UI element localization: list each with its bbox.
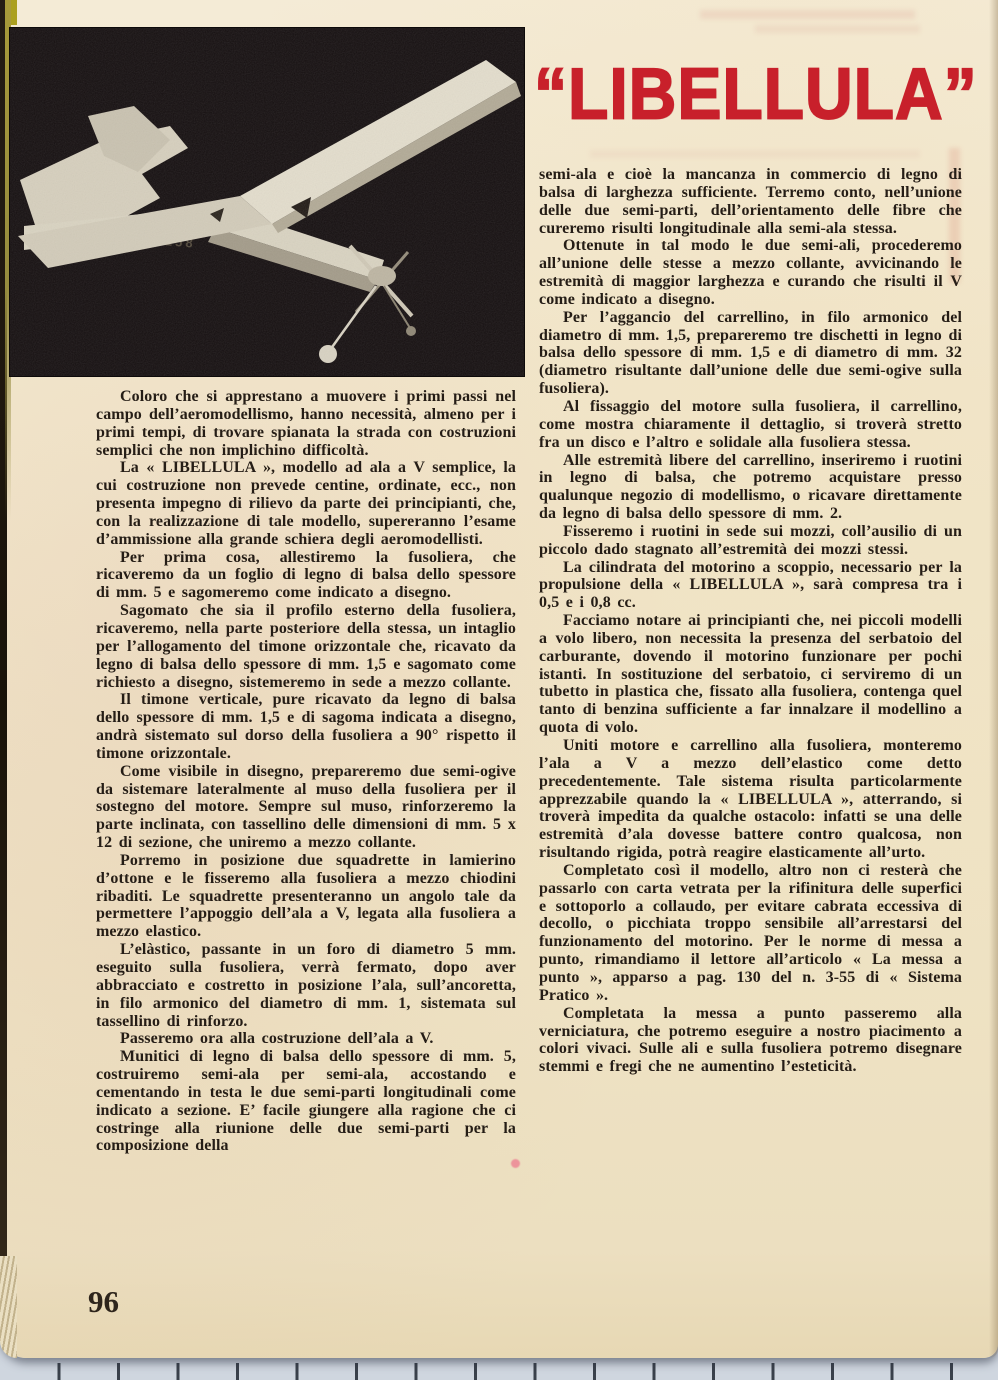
page-number: 96 (88, 1284, 119, 1319)
ink-bleed-artifact (755, 25, 920, 33)
paragraph: Fisseremo i ruotini in sede sui mozzi, coll’ausilio di un piccolo dado stagnato all’estremità dei mozzi stessi. (539, 522, 962, 558)
paragraph: Uniti motore e carrellino alla fusoliera, monteremo l’ala a V a mezzo dell’elastico come detto precedentemente. Tale sistema risulta particolarmente apprezzabile quando la « LIBELLULA », atterrando, si troverà impedita da qualche ostacolo: infatti se una delle estremità d’ala dovesse battere contro qualcosa, non risultando rigida, potrà reagire elasticamente all’urto. (539, 737, 962, 862)
ink-bleed-artifact (700, 10, 915, 19)
text-column-right (539, 166, 962, 1262)
paragraph: Come visibile in disegno, prepareremo due semi-ogive da sistemare lateralmente al muso della fusoliera per il sostegno del motore. Sempre sul muso, rinforzeremo la parte inclinata, con tassellino delle dimensioni di mm. 5 x 12 di sezione, che uniremo a mezzo collante. (96, 762, 516, 852)
model-airplane-illustration (10, 28, 524, 376)
stacked-page-edges (0, 1256, 17, 1358)
model-airplane-photo (10, 28, 524, 376)
paragraph: La « LIBELLULA », modello ad ala a V semplice, la cui costruzione non prevede centine, ordinate, ecc., non presenta impegno di rilievo da parte dei principianti, che, con la realizzazione di tale modello, supereranno l’esame d’ammissione alla grande schiera degli aeromodellisti. (96, 459, 516, 548)
paragraph: Sagomato che sia il profilo esterno della fusoliera, ricaveremo, nella parte posteriore della stessa, un intaglio per l’allogamento del timone orizzontale che, ricavato da legno di balsa dello spessore di mm. 1,5 e sagomato come richiesto a disegno, sistemeremo in sede a mezzo collante. (96, 602, 516, 691)
paragraph: Facciamo notare ai principianti che, nei piccoli modelli a volo libero, non necessita la presenza del serbatoio del carburante, dovendo il motorino funzionare per pochi istanti. In sostituzione del serbatoio, ci serviremo di un tubetto in plastica che, fissato alla fusoliera, contenga quel tanto di benzina sufficiente a far innalzare il modellino a quota di volo. (539, 612, 962, 737)
paragraph: semi-ala e cioè la mancanza in commercio di legno di balsa di larghezza sufficiente. Terremo conto, nell’unione delle due semi-parti, dell’orientamento delle fibre che cureremo risulti longitudinale alla semi-ala stessa. (539, 166, 962, 237)
text-column-left (96, 388, 516, 1260)
paragraph: Alle estremità libere del carrellino, inseriremo i ruotini in legno di balsa, che potremo acquistare presso qualunque negozio di modellismo, o ricavare direttamente da legno di balsa dello spessore di mm. 2. (539, 451, 962, 523)
paragraph: Passeremo ora alla costruzione dell’ala a V. (120, 1030, 434, 1048)
paragraph: Completato così il modello, altro non ci resterà che passarlo con carta vetrata per la rifinitura delle superfici e sottoporlo a collaudo, per evitare cabrata eccessiva di decollo, o picchiata troppo sensibile all’arrestarsi del funzionamento del motorino. Per le norme di messa a punto, rimandiamo il lettore all’articolo « La messa a punto », apparso a pag. 130 del n. 3-55 di « Sistema Pratico ». (539, 861, 962, 1004)
backdrop-ruler-ticks (1, 1363, 997, 1380)
paragraph: Ottenute in tal modo le due semi-ali, procederemo all’unione delle stesse a mezzo collante, avvicinando le estremità di maggior larghezza e curando che risulti il V come indicato a disegno. (539, 237, 962, 308)
page-right-edge-shade (989, 0, 998, 1358)
paragraph: Munitici di legno di balsa dello spessore di mm. 5, costruiremo semi-ala per semi-ala, accostando e cementando in testa le due semi-parti longitudinali come indicato a sezione. E’ facile giungere alla ragione che ci costringe alla riunione delle due semi-parti per la composizione della (96, 1048, 516, 1155)
paragraph: Per prima cosa, allestiremo la fusoliera, che ricaveremo da un foglio di legno di balsa dello spessore di mm. 5 e sagomeremo come indicato a disegno. (96, 548, 516, 602)
paragraph: Coloro che si apprestano a muovere i primi passi nel campo dell’aeromodellismo, hanno necessità, almeno per i primi tempi, di trovare spianata la strada con costruzioni semplici che non implichino difficoltà. (96, 388, 516, 459)
paragraph: L’elàstico, passante in un foro di diametro 5 mm. eseguito sulla fusoliera, verrà fermato, dopo aver abbracciato e costretto in posizione l’ala, sull’ancoretta, in filo armonico del diametro di mm. 1, sistemata sul tassellino di rinforzo. (96, 941, 516, 1030)
paragraph: La cilindrata del motorino a scoppio, necessario per la propulsione della « LIBELLULA », sarà compresa tra i 0,5 e i 0,8 cc. (539, 558, 962, 612)
paragraph: Per l’aggancio del carrellino, in filo armonico del diametro di mm. 1,5, prepareremo tre dischetti in legno di balsa dello spessore di mm. 1,5 e di diametro di mm. 32 (diametro risultante dall’unione delle due semi-ogive sulla fusoliera). (539, 308, 962, 398)
paragraph: Porremo in posizione due squadrette in lamierino d’ottone e le fisseremo alla fusoliera a mezzo chiodini ribaditi. Le squadrette presenteranno un angolo tale da permettere l’appoggio dell’ala a V, legata alla fusoliera a mezzo elastico. (96, 851, 516, 941)
paragraph: Il timone verticale, pure ricavato da legno di balsa dello spessore di mm. 1,5 e di sagoma indicata a disegno, andrà sistemato sul dorso della fusoliera a 90° rispetto il timone orizzontale. (96, 691, 516, 762)
photo-grain-overlay (10, 28, 524, 376)
paragraph: Completata la messa a punto passeremo alla verniciatura, che potremo eseguire a nostro piacimento a colori vivaci. Sulle ali e sulla fusoliera potremo disegnare stemmi e fregi che ne aumentino l’esteticità. (539, 1004, 962, 1076)
paragraph: Al fissaggio del motore sulla fusoliera, il carrellino, come mostra chiaramente il dettaglio, si troverà stretto fra un disco e l’altro e solidale alla fusoliera stessa. (539, 397, 962, 451)
article-title: “LIBELLULA” (534, 52, 978, 134)
